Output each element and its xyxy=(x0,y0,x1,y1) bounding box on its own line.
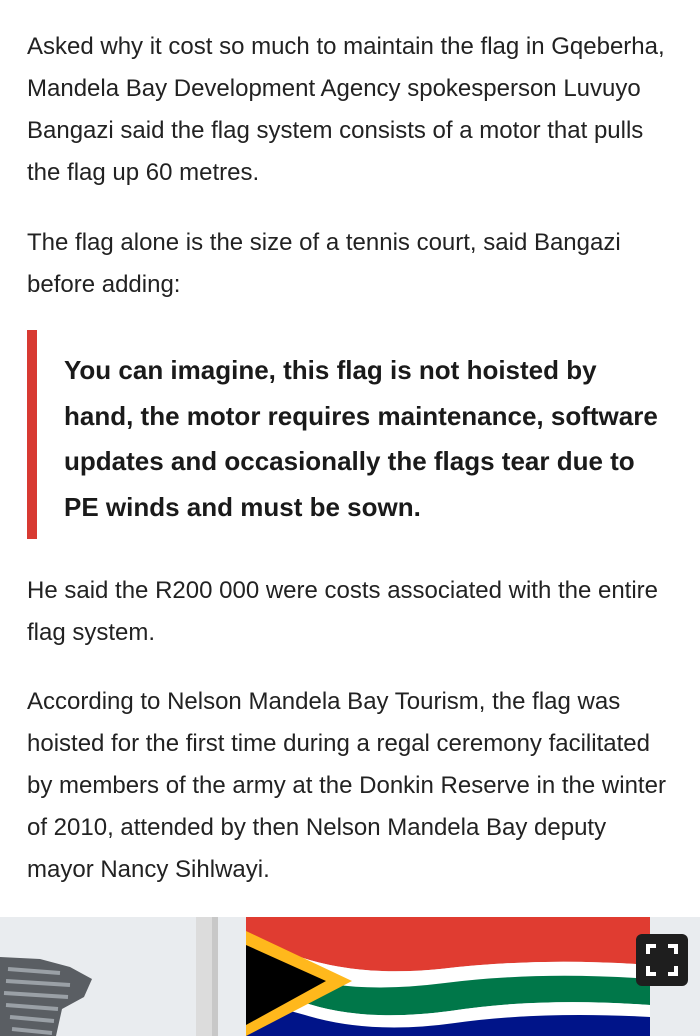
pull-quote xyxy=(27,330,672,539)
pull-quote-text: You can imagine, this flag is not hoisted by hand, the motor requires maintenance, software updates and occasionally the flags tear due to PE winds and must be sown. xyxy=(64,355,658,522)
paragraph-flag-size: The flag alone is the size of a tennis court, said Bangazi before adding: xyxy=(27,229,621,298)
south-africa-flag-icon xyxy=(246,917,650,1036)
paragraph-costs: He said the R200 000 were costs associated with the entire flag system. xyxy=(27,577,659,646)
hero-image xyxy=(0,917,700,1036)
paragraph-history: According to Nelson Mandela Bay Tourism, the flag was hoisted for the first time during a regal ceremony facilitated by members of the army at the Donkin Reserve in the winter of 2010, attended by then Nelson Mandela Bay deputy mayor Nancy Sihlwayi. xyxy=(27,688,666,883)
paragraph-cost-explanation: Asked why it cost so much to maintain the flag in Gqeberha, Mandela Bay Development Agency spokesperson Luvuyo Bangazi said the flag system consists of a motor that pulls the flag up 60 metres. xyxy=(27,33,665,186)
flag-photo-illustration xyxy=(0,917,700,1036)
fullscreen-icon xyxy=(636,934,688,986)
expand-image-button[interactable] xyxy=(636,934,688,986)
